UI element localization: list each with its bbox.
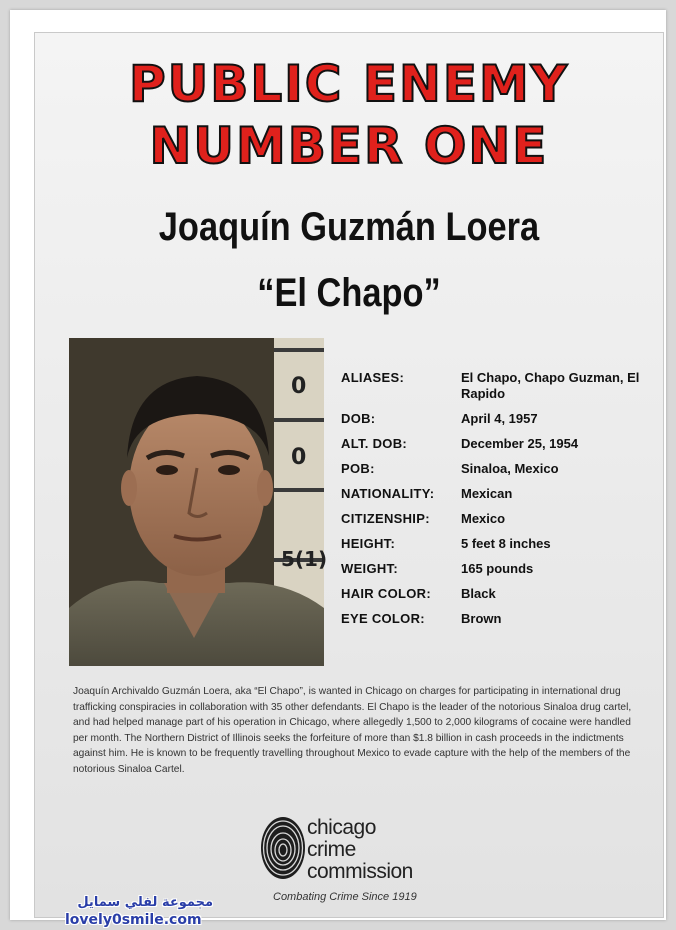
- detail-value: Black: [461, 586, 496, 601]
- site-watermark: [65, 895, 215, 928]
- detail-value: 5 feet 8 inches: [461, 536, 551, 551]
- detail-value: 165 pounds: [461, 561, 534, 576]
- height-chart-mark-2: 0: [291, 445, 307, 470]
- detail-label: DOB:: [341, 411, 376, 426]
- mugshot-photo: [69, 338, 328, 666]
- detail-value: Mexican: [461, 486, 513, 501]
- detail-row-weight: [341, 561, 661, 586]
- logo-word-commission: commission: [307, 860, 413, 883]
- headline-line-2: NUMBER ONE: [149, 117, 549, 175]
- detail-label: NATIONALITY:: [341, 486, 435, 501]
- subject-name: Joaquín Guzmán Loera: [158, 205, 540, 249]
- logo-tagline: Combating Crime Since 1919: [273, 891, 417, 903]
- detail-value: El Chapo, Chapo Guzman, El Rapido: [461, 370, 640, 401]
- detail-value: Brown: [461, 611, 502, 626]
- detail-row-citizenship: [341, 511, 661, 536]
- detail-label: ALT. DOB:: [341, 436, 408, 451]
- detail-row-aliases: [341, 370, 661, 411]
- height-chart-mark-1: 0: [291, 374, 307, 399]
- detail-label: HAIR COLOR:: [341, 586, 431, 601]
- detail-label: WEIGHT:: [341, 561, 398, 576]
- logo-word-chicago: chicago: [307, 816, 376, 839]
- detail-label: HEIGHT:: [341, 536, 396, 551]
- detail-value: Sinaloa, Mexico: [461, 461, 559, 476]
- detail-label: ALIASES:: [341, 370, 405, 385]
- detail-value: April 4, 1957: [461, 411, 538, 426]
- logo-word-crime: crime: [307, 838, 356, 861]
- photo-frame: [10, 10, 666, 928]
- wanted-poster: [34, 32, 664, 928]
- detail-value: December 25, 1954: [461, 436, 579, 451]
- detail-row-dob: [341, 411, 661, 436]
- detail-row-nationality: [341, 486, 661, 511]
- description-paragraph: Joaquín Archivaldo Guzmán Loera, aka “El Chapo”, is wanted in Chicago on charges for participating in international drug trafficking conspiracies in collaboration with 35 other defendants. El Chapo is the leader of the notorious Sinaloa drug cartel, and had helped manage part of his operation in Chicago, where allegedly 1,500 to 2,000 kilograms of cocaine were handled per month. The Northern District of Illinois seeks the forfeiture of more than $1.8 billion in cash proceeds in the indictments against him. He is known to be frequently travelling throughout Mexico to evade capture with the help of the members of the notorious Sinaloa Cartel.: [73, 686, 632, 775]
- detail-row-eye-color: [341, 611, 661, 636]
- detail-row-hair-color: [341, 586, 661, 611]
- chicago-crime-commission-logo: [259, 815, 459, 905]
- fingerprint-icon: [259, 815, 307, 881]
- subject-nickname: “El Chapo”: [257, 271, 441, 315]
- detail-row-height: [341, 536, 661, 561]
- detail-value: Mexico: [461, 511, 506, 526]
- headline-line-1: PUBLIC ENEMY: [128, 55, 570, 113]
- details-table: [341, 370, 661, 636]
- detail-label: CITIZENSHIP:: [341, 511, 430, 526]
- detail-row-alt-dob: [341, 436, 661, 461]
- detail-label: EYE COLOR:: [341, 611, 425, 626]
- detail-row-pob: [341, 461, 661, 486]
- watermark-url: lovely0smile.com: [65, 912, 202, 928]
- logo-wordmark: [307, 817, 413, 883]
- height-chart-mark-3: 5(1): [281, 547, 328, 571]
- watermark-arabic: مجموعة لفلي سمايل: [77, 895, 213, 910]
- detail-label: POB:: [341, 461, 375, 476]
